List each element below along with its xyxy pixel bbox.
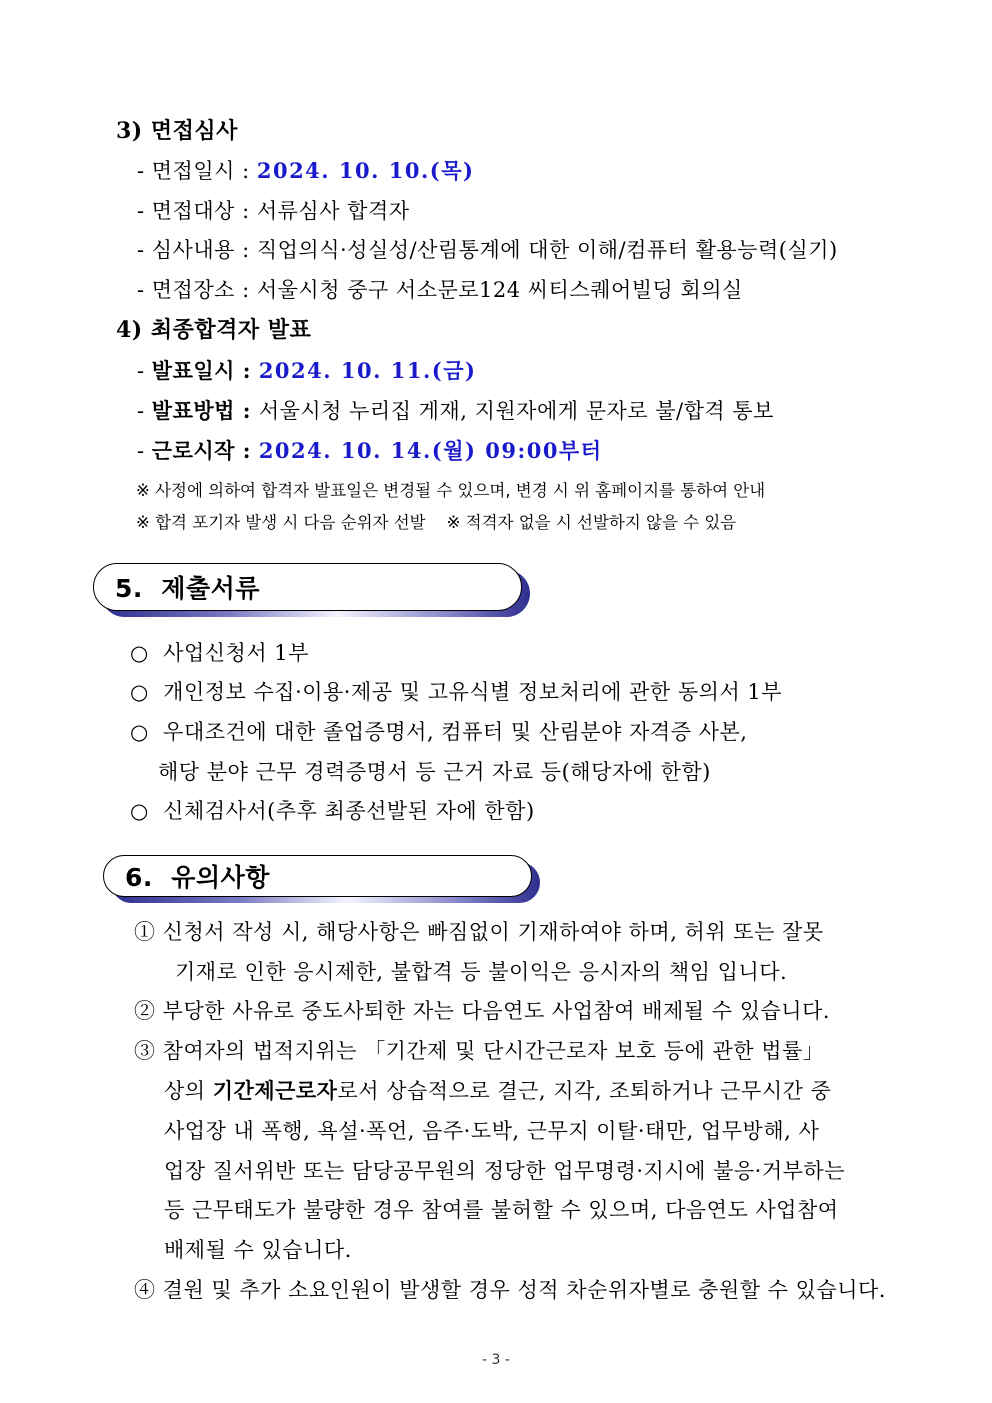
interview-content-value: 직업의식·성실성/산림통계에 대한 이해/컴퓨터 활용능력(실기) [256,238,838,262]
interview-content-label: - 심사내용 : [137,238,257,262]
announce-date-label: 발표일시 : [151,358,259,383]
interview-date-value: 2024. 10. 10.(목) [256,158,475,183]
doc-item-application: ○ 사업신청서 1부 [130,641,309,665]
dash: - [137,399,152,423]
notice-3-line-1: ③ 참여자의 법적지위는 「기간제 및 단시간근로자 보호 등에 관한 법률」 [134,1039,825,1063]
text: 상의 [164,1079,213,1103]
notice-3-line-4: 업장 질서위반 또는 담당공무원의 정당한 업무명령·지시에 불응·거부하는 [164,1159,845,1183]
dash: - [137,439,152,463]
interview-target-label: - 면접대상 : [137,199,257,223]
interview-location-value: 서울시청 중구 서소문로124 씨티스퀘어빌딩 회의실 [256,278,743,302]
notice-3-line-5: 등 근무태도가 불량한 경우 참여를 불허할 수 있으며, 다음연도 사업참여 [164,1198,839,1222]
section-4-heading: 4) 최종합격자 발표 [116,317,312,343]
notice-3-line-2 [164,1077,831,1105]
section-3-heading: 3) 면접심사 [116,118,238,144]
dash: - [137,359,152,383]
interview-content-row [137,236,838,264]
section-5-header [93,563,522,611]
announce-method-value: 서울시청 누리집 게재, 지원자에게 문자로 불/합격 통보 [258,399,774,423]
notice-3-line-3: 사업장 내 폭행, 욕설·폭언, 음주·도박, 근무지 이탈·태만, 업무방해, 사 [164,1119,820,1143]
note-replacement: ※ 합격 포기자 발생 시 다음 순위자 선발 ※ 적격자 없을 시 선발하지 않을 수 있음 [136,513,737,532]
doc-item-health-check: ○ 신체검사서(추후 최종선발된 자에 한함) [130,799,535,823]
fixed-term-worker-emphasis: 기간제근로자 [212,1078,338,1103]
interview-location-row [137,276,743,304]
note-announcement-change: ※ 사정에 의하여 합격자 발표일은 변경될 수 있으며, 변경 시 위 홈페이지를 통하여 안내 [136,481,766,500]
interview-target-row [137,197,410,225]
section-6-title: 6. 유의사항 [125,863,270,892]
interview-date-row [137,157,474,185]
text: 로서 상습적으로 결근, 지각, 조퇴하거나 근무시간 중 [337,1079,832,1103]
work-start-label: 근로시작 : [151,438,259,463]
section-6-header [103,855,532,897]
doc-item-certificates: ○ 우대조건에 대한 졸업증명서, 컴퓨터 및 산림분야 자격증 사본, [130,720,748,744]
notice-2: ② 부당한 사유로 중도사퇴한 자는 다음연도 사업참여 배제될 수 있습니다. [134,999,831,1023]
doc-item-consent: ○ 개인정보 수집·이용·제공 및 고유식별 정보처리에 관한 동의서 1부 [130,680,783,704]
announce-date-value: 2024. 10. 11.(금) [258,358,477,383]
notice-4: ④ 결원 및 추가 소요인원이 발생할 경우 성적 차순위자별로 충원할 수 있습니다. [134,1278,886,1302]
doc-item-certificates-cont: 해당 분야 근무 경력증명서 등 근거 자료 등(해당자에 한함) [158,760,711,784]
interview-location-label: - 면접장소 : [137,278,257,302]
notice-1-line-2: 기재로 인한 응시제한, 불합격 등 불이익은 응시자의 책임 입니다. [175,960,788,984]
interview-target-value: 서류심사 합격자 [256,199,410,223]
interview-date-label: - 면접일시 : [137,159,257,183]
notice-1-line-1: ① 신청서 작성 시, 해당사항은 빠짐없이 기재하여야 하며, 허위 또는 잘못 [134,920,824,944]
work-start-value: 2024. 10. 14.(월) 09:00부터 [258,438,603,463]
notice-3-line-6: 배제될 수 있습니다. [164,1238,352,1262]
announce-date-row [137,357,476,385]
announce-method-label: 발표방법 : [151,398,259,423]
announce-method-row [137,397,774,425]
work-start-row [137,437,603,465]
page-number: - 3 - [482,1352,510,1368]
section-5-title: 5. 제출서류 [115,574,260,603]
